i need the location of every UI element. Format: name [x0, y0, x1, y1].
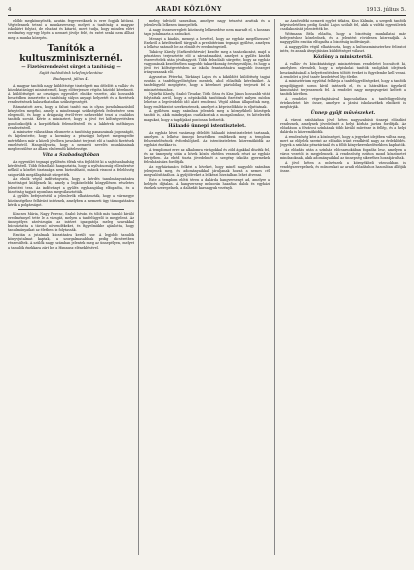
article-paragraph: Nyárfái Károly, Szabó Tivadar, Tóth Géza és Kiss János hosszabb vitát folytattak arról, hogy a népiskolák tanítóinak fizetését milyen módon lehetne a legrövidebb idő alatt rendezni. Végül abban állapodtak meg, hogy emlékiratot szerkesztenek, amelyet a képviselőkhöz is eljuttatnak. [144, 92, 270, 109]
newspaper-title: ARADI KÖZLÖNY [155, 6, 222, 13]
section-title: Hálaadó ünnepi istentisztelet. [168, 123, 246, 129]
article-paragraph: Az egyház hívei vasárnap délelőtt hálaadó istentiszteletet tartanak, amelyen a lelkész ünnepi beszédben emlékezik meg a templom felszentelésének évfordulójáról. Az istentiszteleten közreműködik az egyházi énekkar is. [144, 130, 270, 148]
article-paragraph: A rendelet végrehajtásával kapcsolatban a tanfelügyelőség értekezletet hív össze, amelyre a járási iskolaszékek elnökeit is meghívják. [280, 96, 406, 109]
issue-date: 1913. július 5. [366, 7, 406, 13]
article-headline: Tanítók a kultuszminiszternél. [19, 43, 123, 64]
article-dateline: Budapest, július 4. [53, 76, 89, 82]
article-paragraph: A gyűlés befejezéséül a jelenlevők elhatározták, hogy a vármegye közönségéhez felhívást intéznek, amelyben a nemzeti ügy támogatására kérik a polgárságot. [8, 194, 134, 207]
divider [18, 209, 124, 210]
article-paragraph: Az előadás után a színház előcsarnokában fogadás lesz, amelyen a város vezetői is megjelennek. A rendezőség ezúton mond köszönetet mindazoknak, akik adományaikkal az ünnepség sikeréhez hozzájárultak. [280, 148, 406, 161]
article-paragraph: A rendezőség kéri a közönséget, hogy a jegyeket idejében váltsa meg, mert az előjelek szerint az előadás iránt rendkívül nagy az érdeklődés. Jegyek a színház pénztáránál és a főbb könyvkereskedésekben kaphatók. [280, 135, 406, 148]
page-number: 4 [8, 7, 12, 13]
article-deck: Saját tudósítónk telefonjelentése [39, 69, 103, 75]
article-paragraph: Agyusztus Péterfai, Tárkányi Lajos és a kiküldött küldöttség tagjai ezután a tanfelügyelőséghez mentek, ahol előadták kérelmüket. A tanfelügyelő megígérte, hogy a kérelmet pártolólag terjeszti fel a minisztériumhoz. [144, 75, 270, 92]
page-header [8, 6, 406, 16]
article-paragraph: Este a templom előtti téren a dalárda hangversenyt ad, amelyre a belépés díjtalan. A hangverseny műsorán hazafias dalok és egyházi énekek szerepelnek, a dalárdát karnagyuk vezényli. [144, 177, 270, 191]
article-paragraph: Ezután a jutalmak kiosztására került sor. A legjobb tanulók könyvjutalmat kaptak, a szorgalmasabbak pedig dicséretben részesültek. A szülők nagy számban jelentek meg az ünnepélyen, melyet a tanulók énekkara zárt be a Himnusz eléneklésével. [8, 233, 134, 250]
article-paragraph: A vallás- és közoktatásügyi minisztérium rendeletet bocsátott ki, amelyben elrendeli, hogy a népiskolai tanítók szolgálati idejének beszámításánál a helyettesítésben töltött éveket is figyelembe kell venni. A rendelet a jövő tanév kezdetével lép életbe. [280, 62, 406, 79]
column-3 [280, 19, 406, 555]
article-paragraph: A magyar tanítók nagy küldöttsége tisztelgett ma délelőtt a vallás- és közoktatásügyi miniszternél, hogy előterjessze régóta húzódó kérelmeit. A küldöttséget az országos egyesület elnöke vezette, aki hosszabb beszédben ismertette a tanítóság súlyos anyagi helyzetét és a fizetések rendezésének halaszthatatlan szükségességét. [8, 83, 134, 105]
article-continuation: előbb megkönnyítsék, azután fegyvereiknek is erre fogják kitűzni. Végtelennek tetszó a munkaverseny, melyet a tanítóság a magyar iskoláért folytat, de elszánt és kitartó, mert tudja, hogy minden elért eredmény egy-egy lépés a nemzet jövője felé, és ezért senki nem állhat meg a munka közepén. [8, 19, 134, 40]
columns [8, 19, 406, 555]
column-1 [8, 19, 139, 555]
article-paragraph: A gyűlésen nagy számban jelentek meg a környékbeli községek tanítói is, akik mindnyájan csatlakoztak a mozgalomhoz, és kötelezték magukat, hogy a tagdíjakat pontosan befizetik. [144, 109, 270, 122]
article-paragraph: Az egyesület tegnapi gyűlésén élénk vita fejlődött ki a sajtószabadság kérdéséről. Több felszólaló hangoztatta, hogy a nyilvánosság ellenőrzése nélkül a közélet tisztasága nem biztosítható, mások viszont a felelősség szigorúbb megállapítását sürgették. [8, 160, 134, 177]
article-paragraph: A miniszter válaszában elismerte a tanítóság panaszainak jogosságát, és kijelentette, hogy a kormány a pénzügyi helyzet megengedte mértékben már a közeli jövőben javaslatot terjeszt elő a tanítói fizetések emeléséről. Hangsúlyozta, hogy a nemzeti nevelés munkásainak megbecsülése az állam elsőrendű kötelessége. [8, 130, 134, 151]
article-paragraph: Az egyháztanács felkéri a híveket, hogy minél nagyobb számban jelenjenek meg, és adományaikkal járuljanak hozzá a nemes cél megvalósításához. A gyűjtőíveket a lelkészi hivatalban lehet átvenni. [144, 165, 270, 178]
article-subhead: — Fizetésrendezést sürget a tanítóság — [21, 64, 121, 70]
article-paragraph: A jövő héten a művészek a környékbeli városokban is vendégszerepelnek, és műsorukat az aradi előadáshoz hasonlóan állítják össze. [280, 161, 406, 174]
section-title: Vita a Szabadsajtóban [42, 153, 100, 159]
section-title: Közlöny a minisztertől. [313, 55, 373, 61]
article-paragraph: Takácsy Károly (Székesfehérvár) kezdte meg a tanácskozást, majd a pénztáros terjesztette elő a zárszámadást, amelyet a gyűlés kisebb észrevételek után jóváhagyott. Több felszólaló sürgette, hogy az egyház vagyonának kezelésében nagyobb takarékosság érvényesüljön, és hogy a jövő évi költségvetésben az iskola fenntartására nagyobb összeget irányozzanak elő. [144, 49, 270, 75]
article-paragraph: A nagy összesereglett közönség lelkesedése nem maradt el, s hosszas taps jutalmazta a szónokot. [144, 27, 270, 36]
article-paragraph: az Aradvidéki nemzeti egylet titkára, Kiss Kálmán, a szegedi tanítók képviseletében pedig Szabó Lajos szólalt fel, akik a vidéki egyesületek csatlakozását jelentették be. [280, 19, 406, 32]
article-paragraph: A minisztérium egyúttal felhívja a tanfelügyelőségeket, hogy a tanítók nyugdíjügyeit soron kívül intézzék el, és a hátralékos ügyekről kimutatást terjesszenek fel. A rendelet nagy megnyugvást keltett a tanítók körében. [280, 79, 406, 96]
article-paragraph: Az elnök végül indítványozta, hogy a kérdés tanulmányozására bizottságot küldjenek ki, amely a legközelebbi közgyűlésen részletes jelentést tesz. Az indítványt a gyűlés egyhangúlag elfogadta, és a bizottság tagjait nyomban megválasztották. [8, 177, 134, 194]
article-paragraph: A nagygyűlés végül elhatározta, hogy a kultuszminiszterhez feliratot intéz, és annak átnyújtására küldöttséget választ. [280, 44, 406, 54]
article-paragraph: Rámutatott arra, hogy a falusi tanító ma is olyan javadalmazásból kénytelen megélni, amely a mindennapi szükségletek fedezésére sem elegendő, és hogy a drágaság évről-évre nehezebbé teszi a családos tanítók sorsát. Kérte a minisztert, hogy a jövő évi költségvetésben gondoskodjék a korpótlékok felemeléséről és a lakbérek méltányos rendezéséről. [8, 104, 134, 130]
section-title: Ünnep gyűjt művészeket. [310, 110, 376, 116]
article-paragraph: Mennyi a kiadás, mennyi a bevétel, hogy az egyház megélhessen? Ezekről a kérdésekről tárgyalt a presbitérium tegnapi gyűlése, amelyen a lelkész számolt be az elmúlt év eredményeiről. [144, 36, 270, 49]
newspaper-page [8, 6, 406, 558]
article-paragraph: A templomot erre az alkalomra virágokkal és zöld ágakkal díszítik fel, és az ünnepség után a hívek közös ebéden vesznek részt az egyház kertjében. Az ebéd tiszta jövedelmét a szegény iskolás gyermekek felruházására fordítják. [144, 147, 270, 165]
article-paragraph: meleg üdvözlő szavaiban, amelyre nagy tetszést arattak és a jelenlevők lelkesen ünnepelték. [144, 19, 270, 28]
article-paragraph: Wittmann Béla előadta, hogy a bizottság munkálatai már befejezéshez közelednek, és a jelentést rövidesen közreadják. A nagygyűlés ezután elfogadta a bizottság indítványát. [280, 31, 406, 45]
column-2 [144, 19, 275, 555]
article-paragraph: Kincses Mária, Nagy Ferenc, Szabó István és több más tanuló kiváló eredménnyel tette le a vizsgát, melyen a tanfelügyelő is megjelent. Az ünnepélyes záróvizsgán az intézet igazgatója meleg szavakkal búcsúztatta a távozó növendékeket, és figyelmükbe ajánlotta, hogy tanulmányaikat az életben is folytassák. [8, 211, 134, 233]
article-paragraph: A városi színházban jövő héten nagyszabású ünnepi előadást rendeznek, amelynek jövedelmét a helyi kórház javára fordítják. Az előadáson a fővárosi színházak több kiváló művésze is fellép, és a helyi dalárda is közreműködik. [280, 117, 406, 135]
